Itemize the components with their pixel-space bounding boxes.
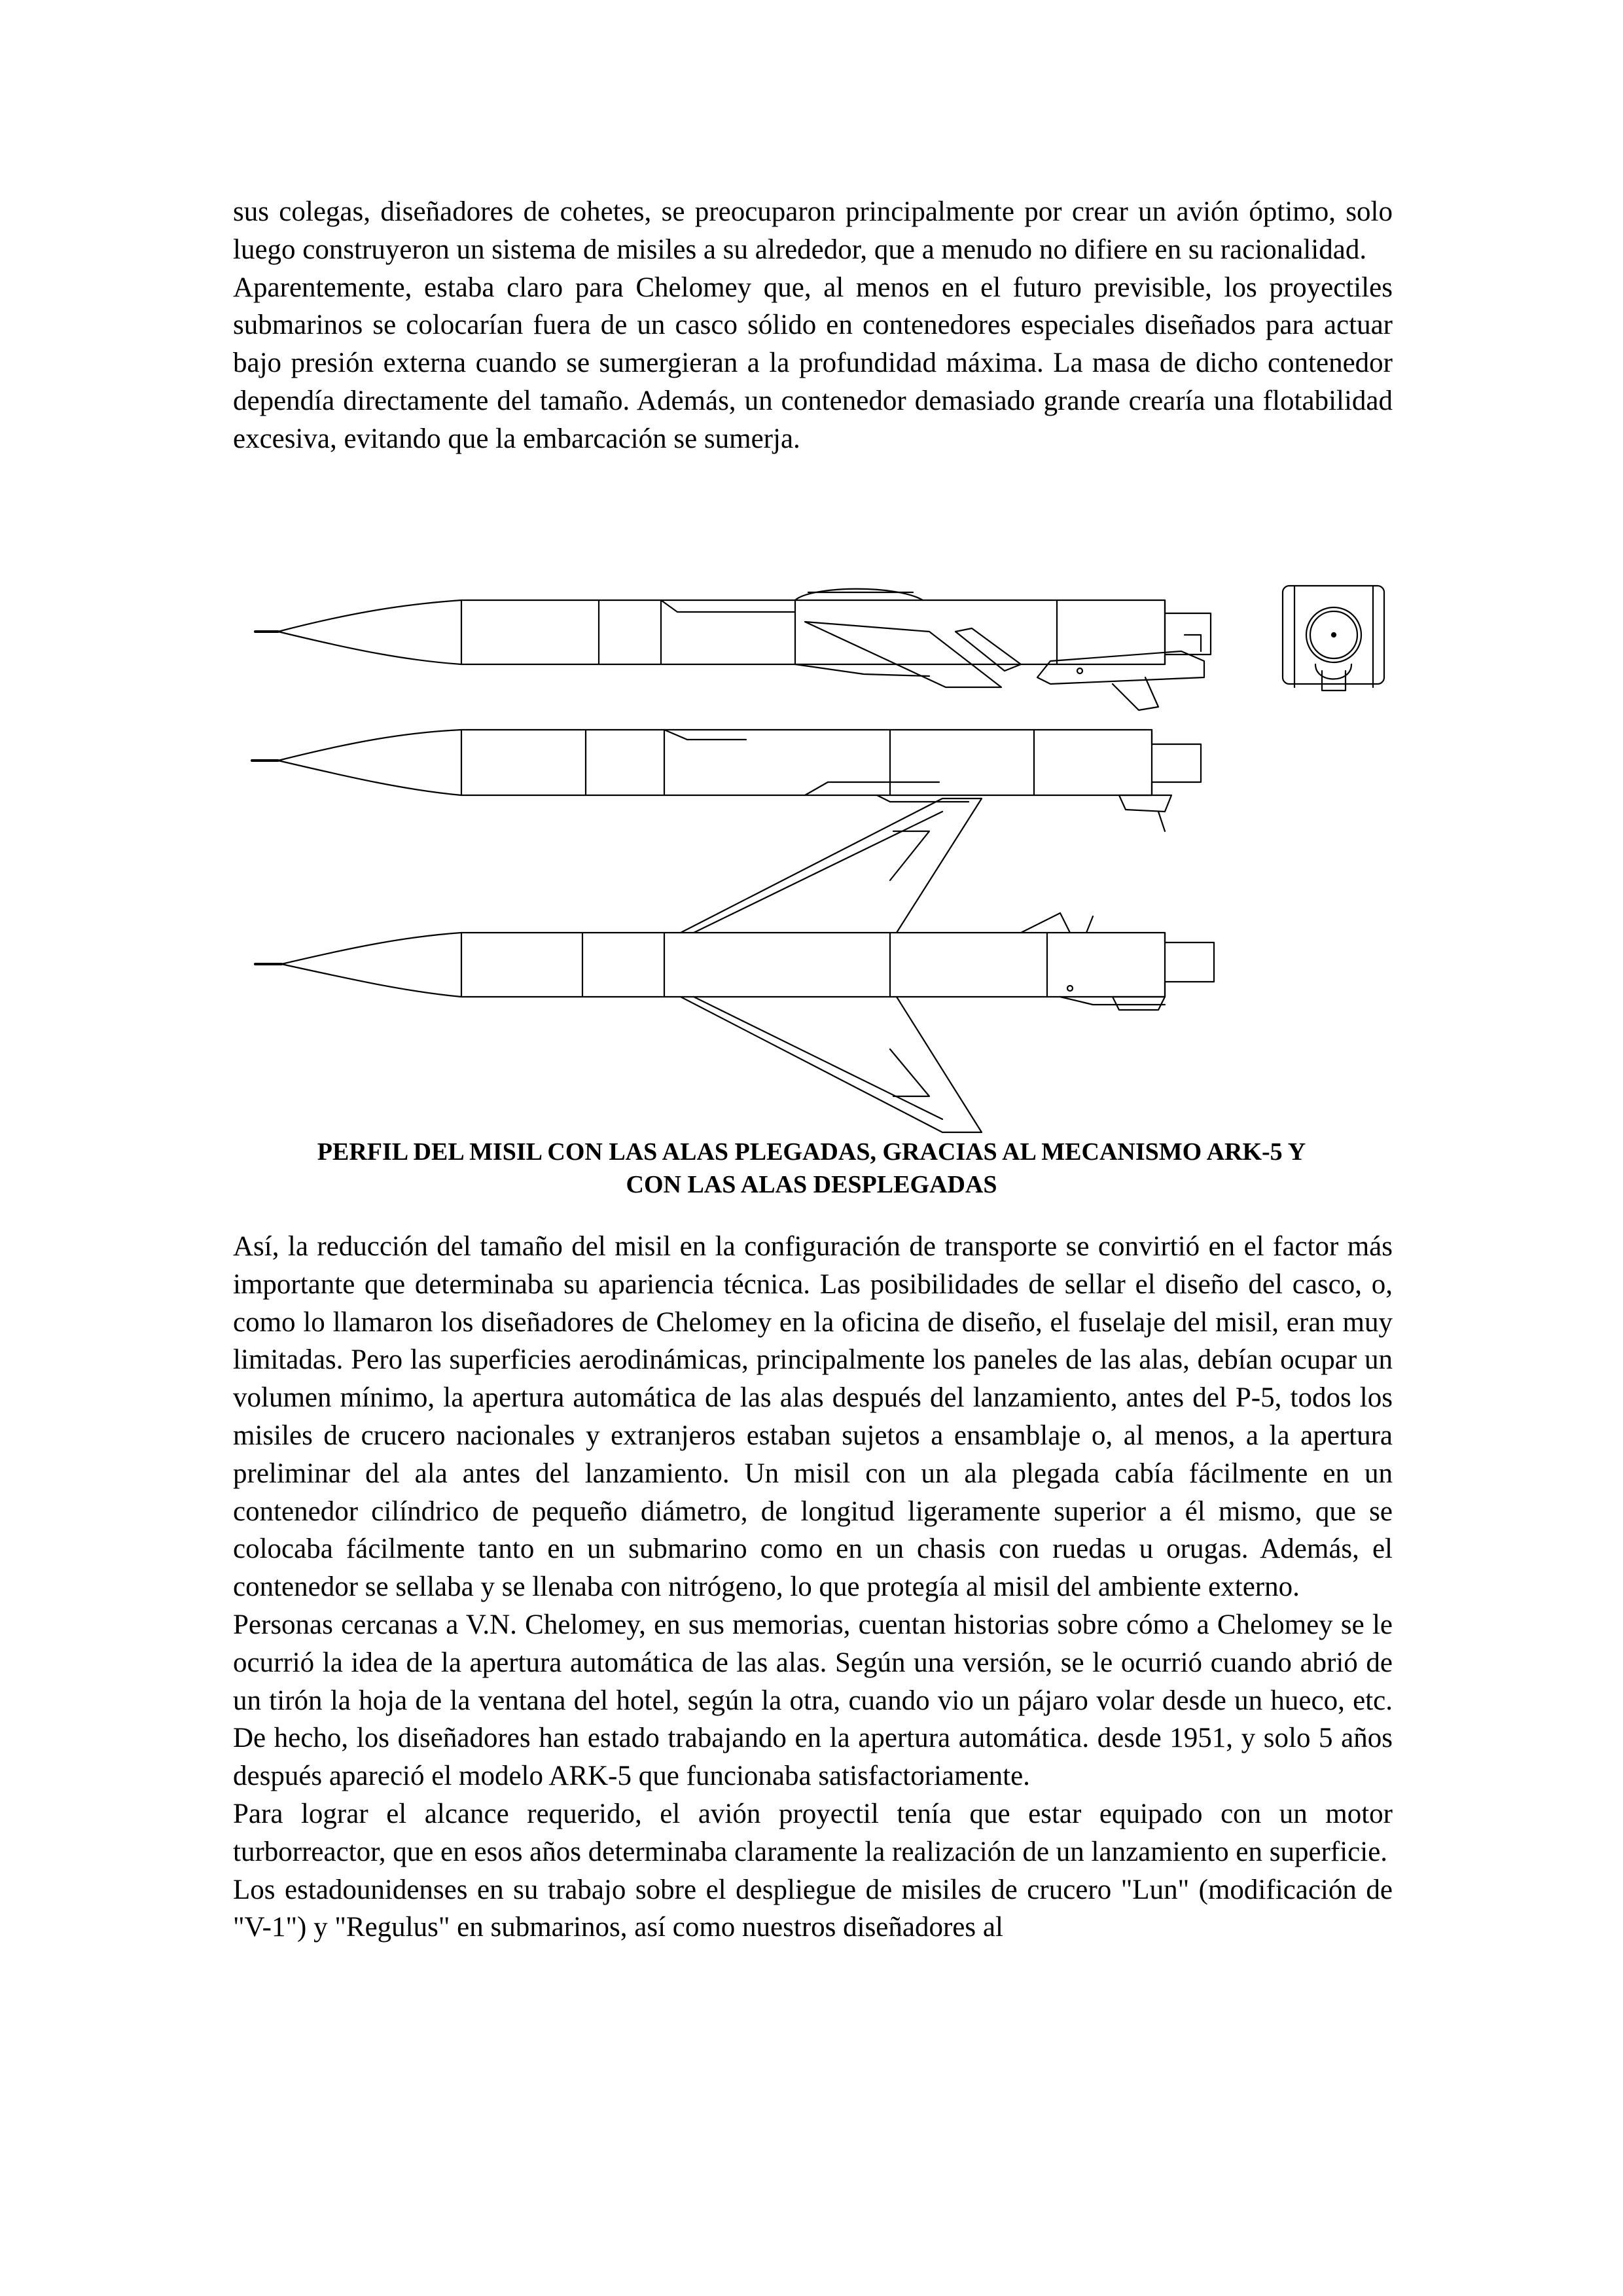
caption-line: CON LAS ALAS DESPLEGADAS bbox=[626, 1171, 997, 1198]
caption-line: PERFIL DEL MISIL CON LAS ALAS PLEGADAS, GRACIAS AL MECANISMO ARK-5 Y bbox=[317, 1138, 1306, 1166]
missile-front-view bbox=[1283, 586, 1384, 691]
body-text-bottom bbox=[233, 1228, 1393, 1946]
missile-side-view-folded-wings bbox=[255, 589, 1211, 710]
missile-top-view-deployed-wings bbox=[255, 798, 1214, 1132]
paragraph: Aparentemente, estaba claro para Chelomey que, al menos en el futuro previsible, los proyectiles submarinos se colocarían fuera de un casco sólido en contenedores especiales diseñados para actuar bajo presión externa cuando se sumergieran a la profundidad máxima. La masa de dicho contenedor dependía directamente del tamaño. Además, un contenedor demasiado grande crearía una flotabilidad excesiva, evitando que la embarcación se sumerja. bbox=[233, 272, 1393, 454]
paragraph: Los estadounidenses en su trabajo sobre el despliegue de misiles de crucero "Lun" (modificación de "V-1") y "Regulus" en submarinos, así como nuestros diseñadores al bbox=[233, 1874, 1393, 1943]
paragraph: Para lograr el alcance requerido, el avión proyectil tenía que estar equipado con un motor turborreactor, que en esos años determinaba claramente la realización de un lanzamiento en superficie. bbox=[233, 1798, 1393, 1867]
paragraph: Personas cercanas a V.N. Chelomey, en sus memorias, cuentan historias sobre cómo a Chelomey se le ocurrió la idea de la apertura automática de las alas. Según una versión, se le ocurrió cuando abrió de un tirón la hoja de la ventana del hotel, según la otra, cuando vio un pájaro volar desde un hueco, etc. De hecho, los diseñadores han estado trabajando en la apertura automática. desde 1951, y solo 5 años después apareció el modelo ARK-5 que funcionaba satisfactoriamente. bbox=[233, 1609, 1393, 1792]
missile-profile-figure bbox=[236, 573, 1400, 1142]
body-text-top bbox=[233, 193, 1393, 458]
paragraph: sus colegas, diseñadores de cohetes, se preocuparon principalmente por crear un avión óptimo, solo luego construyeron un sistema de misiles a su alrededor, que a menudo no difiere en su racionalidad. bbox=[233, 196, 1393, 265]
missile-top-view-folded-wings bbox=[252, 730, 1201, 831]
paragraph: Así, la reducción del tamaño del misil en la configuración de transporte se convirtió en el factor más importante que determinaba su apariencia técnica. Las posibilidades de sellar el diseño del casco, o, como lo llamaron los diseñadores de Chelomey en la oficina de diseño, el fuselaje del misil, eran muy limitadas. Pero las superficies aerodinámicas, principalmente los paneles de las alas, debían ocupar un volumen mínimo, la apertura automática de las alas después del lanzamiento, antes del P-5, todos los misiles de crucero nacionales y extranjeros estaban sujetos a ensamblaje o, al menos, a la apertura preliminar del ala antes del lanzamiento. Un misil con un ala plegada cabía fácilmente en un contenedor cilíndrico de pequeño diámetro, de longitud ligeramente superior a él mismo, que se colocaba fácilmente tanto en un submarino como en un chasis con ruedas u orugas. Además, el contenedor se sellaba y se llenaba con nitrógeno, lo que protegía al misil del ambiente externo. bbox=[233, 1231, 1393, 1603]
figure-caption bbox=[196, 1136, 1427, 1201]
